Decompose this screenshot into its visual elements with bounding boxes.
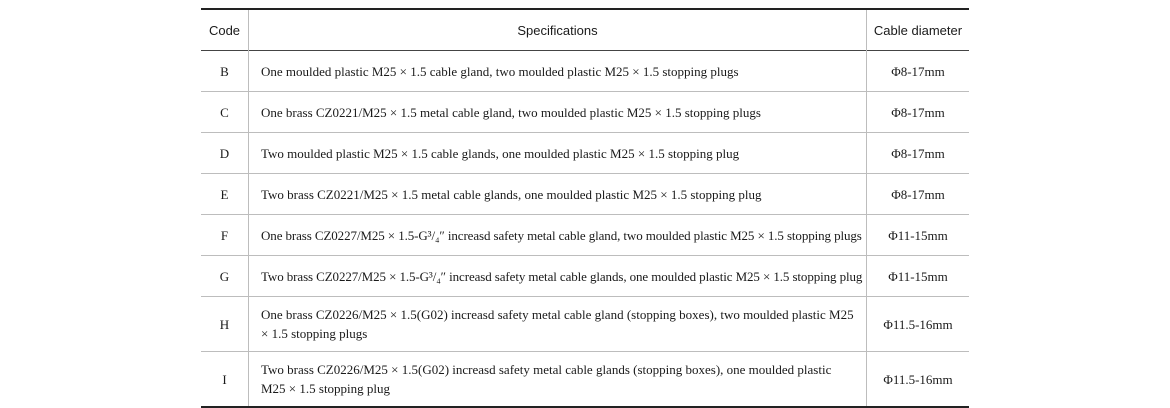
table-body (201, 51, 969, 408)
cell-code: H (219, 316, 230, 332)
table-row (201, 256, 969, 297)
table-row (201, 215, 969, 256)
cell-code: D (219, 145, 230, 161)
cell-specification: One brass CZ0226/M25 × 1.5(G02) increasd safety metal cable gland (stopping boxes), two moulded plastic M25 × 1.5 stopping plugs (249, 297, 867, 352)
header-cable-diameter: Cable diameter (873, 22, 963, 38)
table-row (201, 174, 969, 215)
cable-gland-options-table (201, 8, 969, 408)
cell-code: B (220, 63, 229, 79)
cell-cable-diameter: Φ8-17mm (891, 63, 945, 79)
cell-code: C (220, 104, 229, 120)
table-row (201, 92, 969, 133)
table-header (201, 9, 969, 51)
cell-cable-diameter: Φ11.5-16mm (883, 316, 953, 332)
cell-code: I (222, 371, 227, 387)
cell-cable-diameter: Φ11-15mm (888, 268, 948, 284)
cell-cable-diameter: Φ11-15mm (888, 227, 948, 243)
cable-gland-options-table-container (201, 8, 967, 408)
cell-specification: One brass CZ0227/M25 × 1.5-G³/₄″ increasd safety metal cable gland, two moulded plastic M25 × 1.5 stopping plugs (249, 215, 867, 256)
cell-specification: Two brass CZ0227/M25 × 1.5-G³/₄″ increasd safety metal cable glands, one moulded plastic M25 × 1.5 stopping plug (249, 256, 867, 297)
cell-code: G (219, 268, 230, 284)
table-row (201, 133, 969, 174)
cell-cable-diameter: Φ11.5-16mm (883, 371, 953, 387)
cell-cable-diameter: Φ8-17mm (891, 145, 945, 161)
cell-specification: One brass CZ0221/M25 × 1.5 metal cable gland, two moulded plastic M25 × 1.5 stopping plugs (249, 92, 867, 133)
header-code: Code (208, 22, 241, 38)
table-row (201, 51, 969, 92)
cell-cable-diameter: Φ8-17mm (891, 104, 945, 120)
cell-specification: Two brass CZ0226/M25 × 1.5(G02) increasd safety metal cable glands (stopping boxes), one moulded plastic M25 × 1.5 stopping plug (249, 352, 867, 408)
table-row (201, 352, 969, 408)
table-row (201, 297, 969, 352)
cell-cable-diameter: Φ8-17mm (891, 186, 945, 202)
cell-specification: Two moulded plastic M25 × 1.5 cable glands, one moulded plastic M25 × 1.5 stopping plug (249, 133, 867, 174)
cell-code: F (220, 227, 229, 243)
header-specifications: Specifications (249, 9, 867, 51)
header-row (201, 9, 969, 51)
cell-specification: One moulded plastic M25 × 1.5 cable gland, two moulded plastic M25 × 1.5 stopping plugs (249, 51, 867, 92)
cell-specification: Two brass CZ0221/M25 × 1.5 metal cable glands, one moulded plastic M25 × 1.5 stopping plug (249, 174, 867, 215)
cell-code: E (220, 186, 229, 202)
